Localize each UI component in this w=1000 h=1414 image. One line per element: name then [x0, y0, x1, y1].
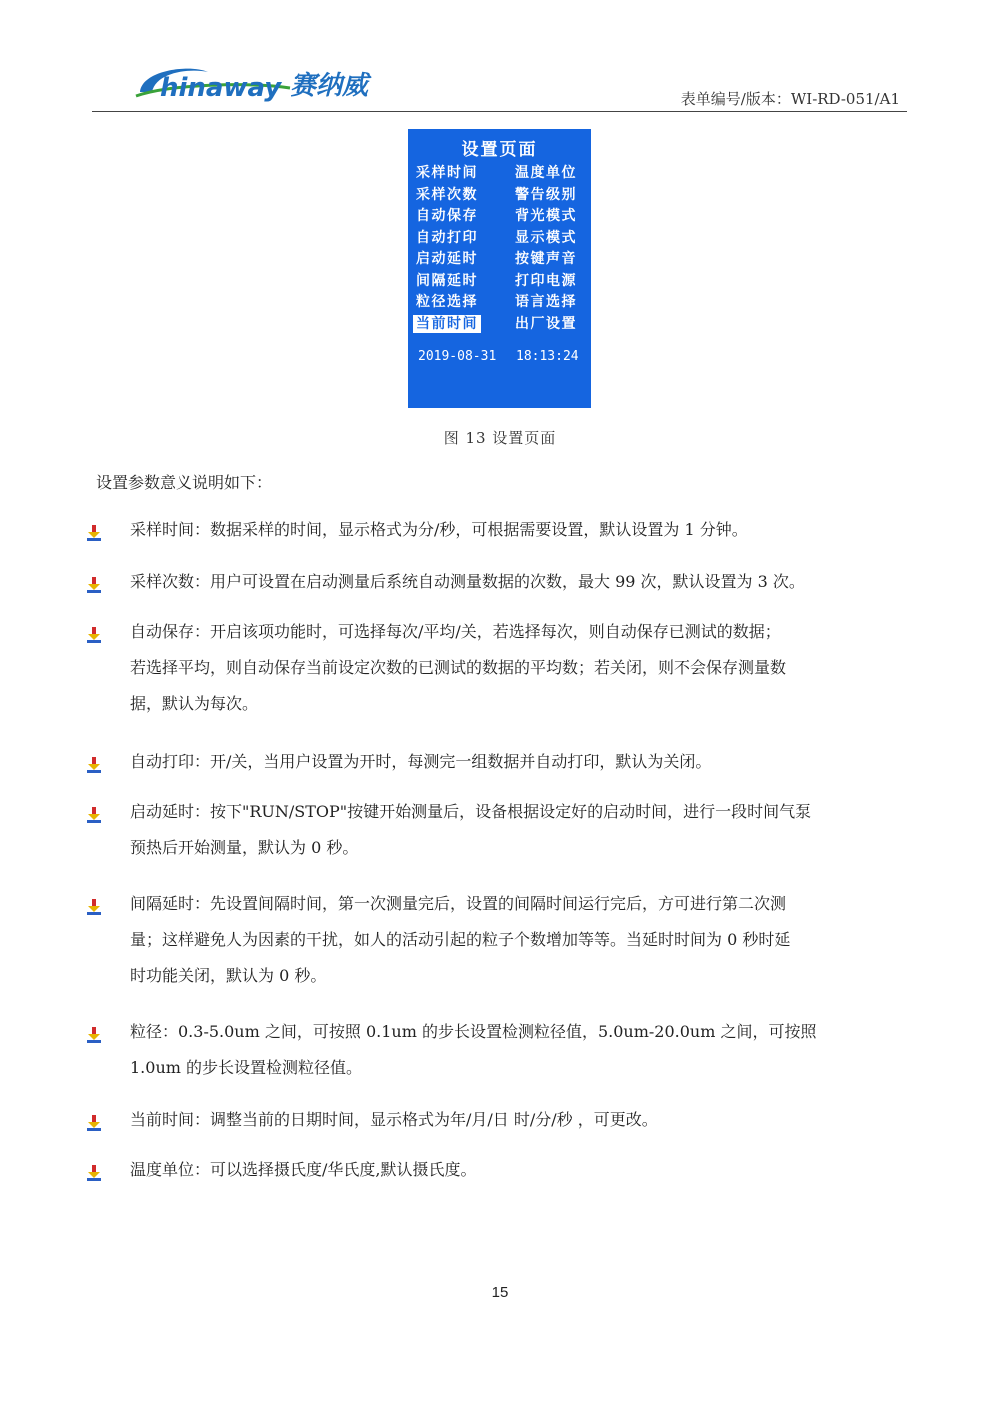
lcd-date: 2019-08-31	[418, 349, 497, 364]
parameter-description-line: 1.0um 的步长设置检测粒径值。	[130, 1058, 363, 1077]
settings-screen-figure	[408, 129, 591, 408]
document-id: 表单编号/版本：WI-RD-051/A1	[680, 90, 900, 108]
intro-text: 设置参数意义说明如下：	[96, 473, 273, 492]
lcd-menu-item: 采样时间	[416, 165, 478, 181]
parameter-description-line: 时功能关闭，默认为 0 秒。	[130, 966, 327, 985]
parameter-description-line: 若选择平均，则自动保存当前设定次数的已测试的数据的平均数；若关闭，则不会保存测量数	[130, 658, 787, 677]
lcd-menu-item: 显示模式	[515, 229, 577, 246]
parameter-description-line: 预热后开始测量，默认为 0 秒。	[130, 838, 359, 857]
arrow-bullet-icon	[86, 1027, 102, 1043]
lcd-menu-item: 当前时间	[413, 315, 481, 333]
arrow-bullet-icon	[86, 627, 102, 643]
parameter-description-line: 量；这样避免人为因素的干扰，如人的活动引起的粒子个数增加等等。当延时时间为 0 秒时延	[130, 930, 791, 949]
parameter-description-line: 粒径：0.3-5.0um 之间，可按照 0.1um 的步长设置检测粒径值，5.0um-20.0um 之间，可按照	[130, 1022, 817, 1041]
arrow-bullet-icon	[86, 1115, 102, 1131]
header-divider	[92, 111, 907, 112]
arrow-bullet-icon	[86, 807, 102, 823]
lcd-menu-item: 启动延时	[416, 251, 478, 267]
lcd-menu-item: 警告级别	[515, 186, 577, 203]
parameter-description-line: 启动延时：按下"RUN/STOP"按键开始测量后，设备根据设定好的启动时间，进行一段时间气泵	[130, 802, 812, 821]
logo-text-en: hinaway	[160, 73, 282, 103]
parameter-description-line: 据，默认为每次。	[130, 694, 259, 713]
lcd-menu-item: 打印电源	[515, 272, 577, 289]
lcd-menu-item: 背光模式	[515, 208, 577, 224]
arrow-bullet-icon	[86, 525, 102, 541]
logo-text-cn: 赛纳威	[290, 71, 369, 101]
company-logo	[130, 62, 400, 110]
lcd-menu-item: 自动打印	[416, 229, 478, 246]
parameter-description-line: 采样次数：用户可设置在启动测量后系统自动测量数据的次数，最大 99 次，默认设置为 3 次。	[130, 572, 805, 591]
figure-caption: 图 13 设置页面	[443, 429, 557, 447]
parameter-description-line: 当前时间：调整当前的日期时间，显示格式为年/月/日 时/分/秒 ，可更改。	[130, 1110, 658, 1129]
lcd-menu-item: 出厂设置	[515, 315, 577, 332]
lcd-title: 设置页面	[461, 140, 538, 160]
lcd-menu-item: 温度单位	[515, 165, 577, 181]
parameter-description-line: 自动打印：开/关，当用户设置为开时，每测完一组数据并自动打印，默认为关闭。	[130, 752, 712, 771]
page-number: 15	[491, 1284, 509, 1301]
lcd-menu-item: 采样次数	[416, 186, 478, 203]
lcd-time: 18:13:24	[516, 349, 579, 364]
parameter-description-line: 自动保存：开启该项功能时，可选择每次/平均/关，若选择每次，则自动保存已测试的数据；	[130, 622, 781, 641]
lcd-menu-item: 粒径选择	[416, 294, 478, 310]
parameter-description-line: 间隔延时：先设置间隔时间，第一次测量完后，设置的间隔时间运行完后，方可进行第二次测	[130, 894, 787, 913]
arrow-bullet-icon	[86, 1165, 102, 1181]
lcd-menu-item: 间隔延时	[416, 272, 478, 289]
arrow-bullet-icon	[86, 577, 102, 593]
lcd-menu-item: 语言选择	[515, 294, 577, 310]
parameter-description-line: 温度单位：可以选择摄氏度/华氏度,默认摄氏度。	[130, 1160, 477, 1179]
arrow-bullet-icon	[86, 757, 102, 773]
arrow-bullet-icon	[86, 899, 102, 915]
lcd-menu-item: 按键声音	[515, 251, 577, 267]
lcd-menu-item: 自动保存	[416, 208, 478, 224]
parameter-description-line: 采样时间：数据采样的时间，显示格式为分/秒，可根据需要设置，默认设置为 1 分钟。	[130, 520, 748, 539]
